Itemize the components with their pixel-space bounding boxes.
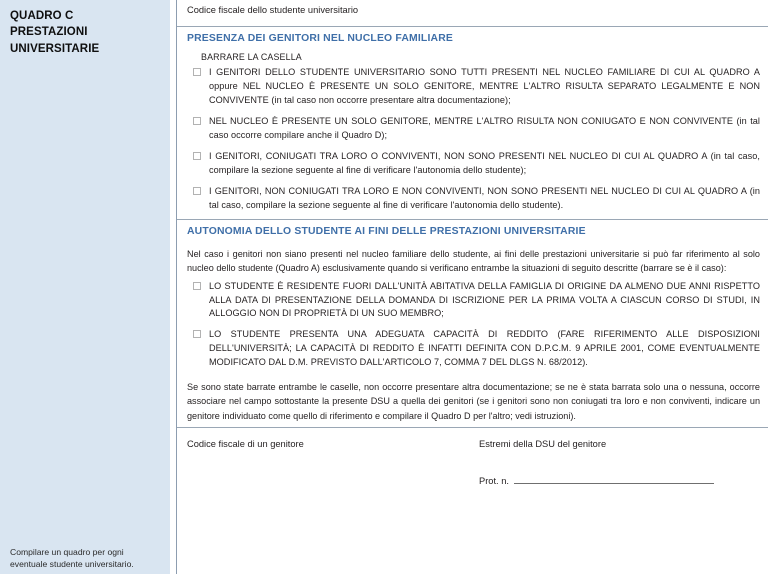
section-heading-presenza-genitori: PRESENZA DEI GENITORI NEL NUCLEO FAMILIARE	[187, 33, 454, 44]
checkbox-icon[interactable]	[193, 330, 201, 338]
form-panel	[176, 0, 768, 574]
checkbox-row-autonomy-1[interactable]	[187, 280, 760, 322]
checkbox-icon[interactable]	[193, 282, 201, 290]
autonomy-option-list	[177, 280, 768, 376]
section-heading-autonomia-studente: AUTONOMIA DELLO STUDENTE AI FINI DELLE PRESTAZIONI UNIVERSITARIE	[187, 225, 586, 237]
checkbox-icon[interactable]	[193, 117, 201, 125]
parent-fiscal-code-label: Codice fiscale di un genitore	[187, 438, 304, 449]
checkbox-row-parents-4[interactable]	[187, 185, 760, 213]
instruction-barrare-la-casella: BARRARE LA CASELLA	[201, 52, 302, 63]
autonomy-intro-paragraph: Nel caso i genitori non siano presenti nel nucleo familiare dello studente, ai fini delle prestazioni universitarie si può far riferimento al solo nucleo dello studente (Quadro A) esclusivamente quando si verificano entrambe la situazioni di seguito descritte (barrare se è il caso):	[187, 249, 760, 274]
bottom-fields-row	[177, 428, 768, 486]
parents-option-list	[177, 66, 768, 218]
checkbox-row-parents-2[interactable]	[187, 115, 760, 143]
checkbox-label: LO STUDENTE È RESIDENTE FUORI DALL'UNITÀ ABITATIVA DELLA FAMIGLIA DI ORIGINE DA ALMENO DUE ANNI RISPETTO ALLA DATA DI PRESENTAZIONE DELLA DOMANDA DI ISCRIZIONE PER LA PRIMA VOLTA A CIASCUN CORSO DI STUDI, IN ALLOGGIO NON DI PROPRIETÀ DI UN SUO MEMBRO;	[209, 280, 760, 319]
student-fiscal-code-field[interactable]	[177, 0, 768, 26]
prot-number-label: Prot. n.	[479, 475, 509, 486]
checkbox-row-parents-3[interactable]	[187, 150, 760, 178]
parent-fiscal-code-field[interactable]	[187, 434, 479, 486]
prot-number-input[interactable]	[514, 474, 714, 484]
checkbox-label: I GENITORI, CONIUGATI TRA LORO O CONVIVENTI, NON SONO PRESENTI NEL NUCLEO DI CUI AL QUADRO A (in tal caso, compilare la sezione seguente al fine di verificare l'autonomia dello studente);	[209, 151, 760, 175]
prot-number-row[interactable]	[479, 474, 762, 486]
sidebar-footnote: Compilare un quadro per ogni eventuale studente universitario.	[10, 546, 134, 569]
checkbox-icon[interactable]	[193, 152, 201, 160]
checkbox-row-autonomy-2[interactable]	[187, 328, 760, 370]
quadro-title: QUADRO C PRESTAZIONI UNIVERSITARIE	[10, 10, 100, 55]
checkbox-label: I GENITORI DELLO STUDENTE UNIVERSITARIO SONO TUTTI PRESENTI NEL NUCLEO FAMILIARE DI CUI AL QUADRO A oppure NEL NUCLEO È PRESENTE UN SOLO GENITORE, MENTRE L'ALTRO RISULTA SEPARATO LEGALMENTE E NON CONVIVENTE (in tal caso non occorre presentare altra documentazione);	[209, 67, 760, 106]
parent-dsu-field[interactable]	[479, 434, 762, 486]
autonomy-closing-paragraph: Se sono state barrate entrambe le caselle, non occorre presentare altra documentazione; se ne è stata barrata solo una o nessuna, occorre associare nel campo sottostante la presente DSU a quella dei genitori (se i genitori sono non coniugati tra loro e non conviventi, indicare un genitore individuato come quello di riferimento e compilare il Quadro D per l'altro; vedi istruzioni).	[187, 382, 760, 421]
sidebar	[0, 0, 170, 574]
parent-dsu-label: Estremi della DSU del genitore	[479, 438, 607, 449]
checkbox-icon[interactable]	[193, 68, 201, 76]
checkbox-row-parents-1[interactable]	[187, 66, 760, 108]
checkbox-icon[interactable]	[193, 187, 201, 195]
checkbox-label: LO STUDENTE PRESENTA UNA ADEGUATA CAPACITÀ DI REDDITO (FARE RIFERIMENTO ALLE DISPOSIZIONI DELL'UNIVERSITÀ; LA CAPACITÀ DI REDDITO È INFATTI DEFINITA CON D.P.C.M. 9 APRILE 2001, COME EVENTUALMENTE MODIFICATO DAL D.M. PREVISTO DALL'ARTICOLO 7, COMMA 7 DEL DLGS N. 68/2012).	[209, 329, 760, 368]
checkbox-label: NEL NUCLEO È PRESENTE UN SOLO GENITORE, MENTRE L'ALTRO RISULTA NON CONIUGATO E NON CONVIVENTE (in tal caso occorre compilare anche il Quadro D);	[209, 116, 760, 141]
checkbox-label: I GENITORI, NON CONIUGATI TRA LORO E NON CONVIVENTI, NON SONO PRESENTI NEL NUCLEO DI CUI AL QUADRO A (in tal caso, compilare la sezione seguente al fine di verificare l'autonomia dello studente).	[209, 185, 760, 210]
student-fiscal-code-label: Codice fiscale dello studente universitario	[187, 5, 359, 15]
